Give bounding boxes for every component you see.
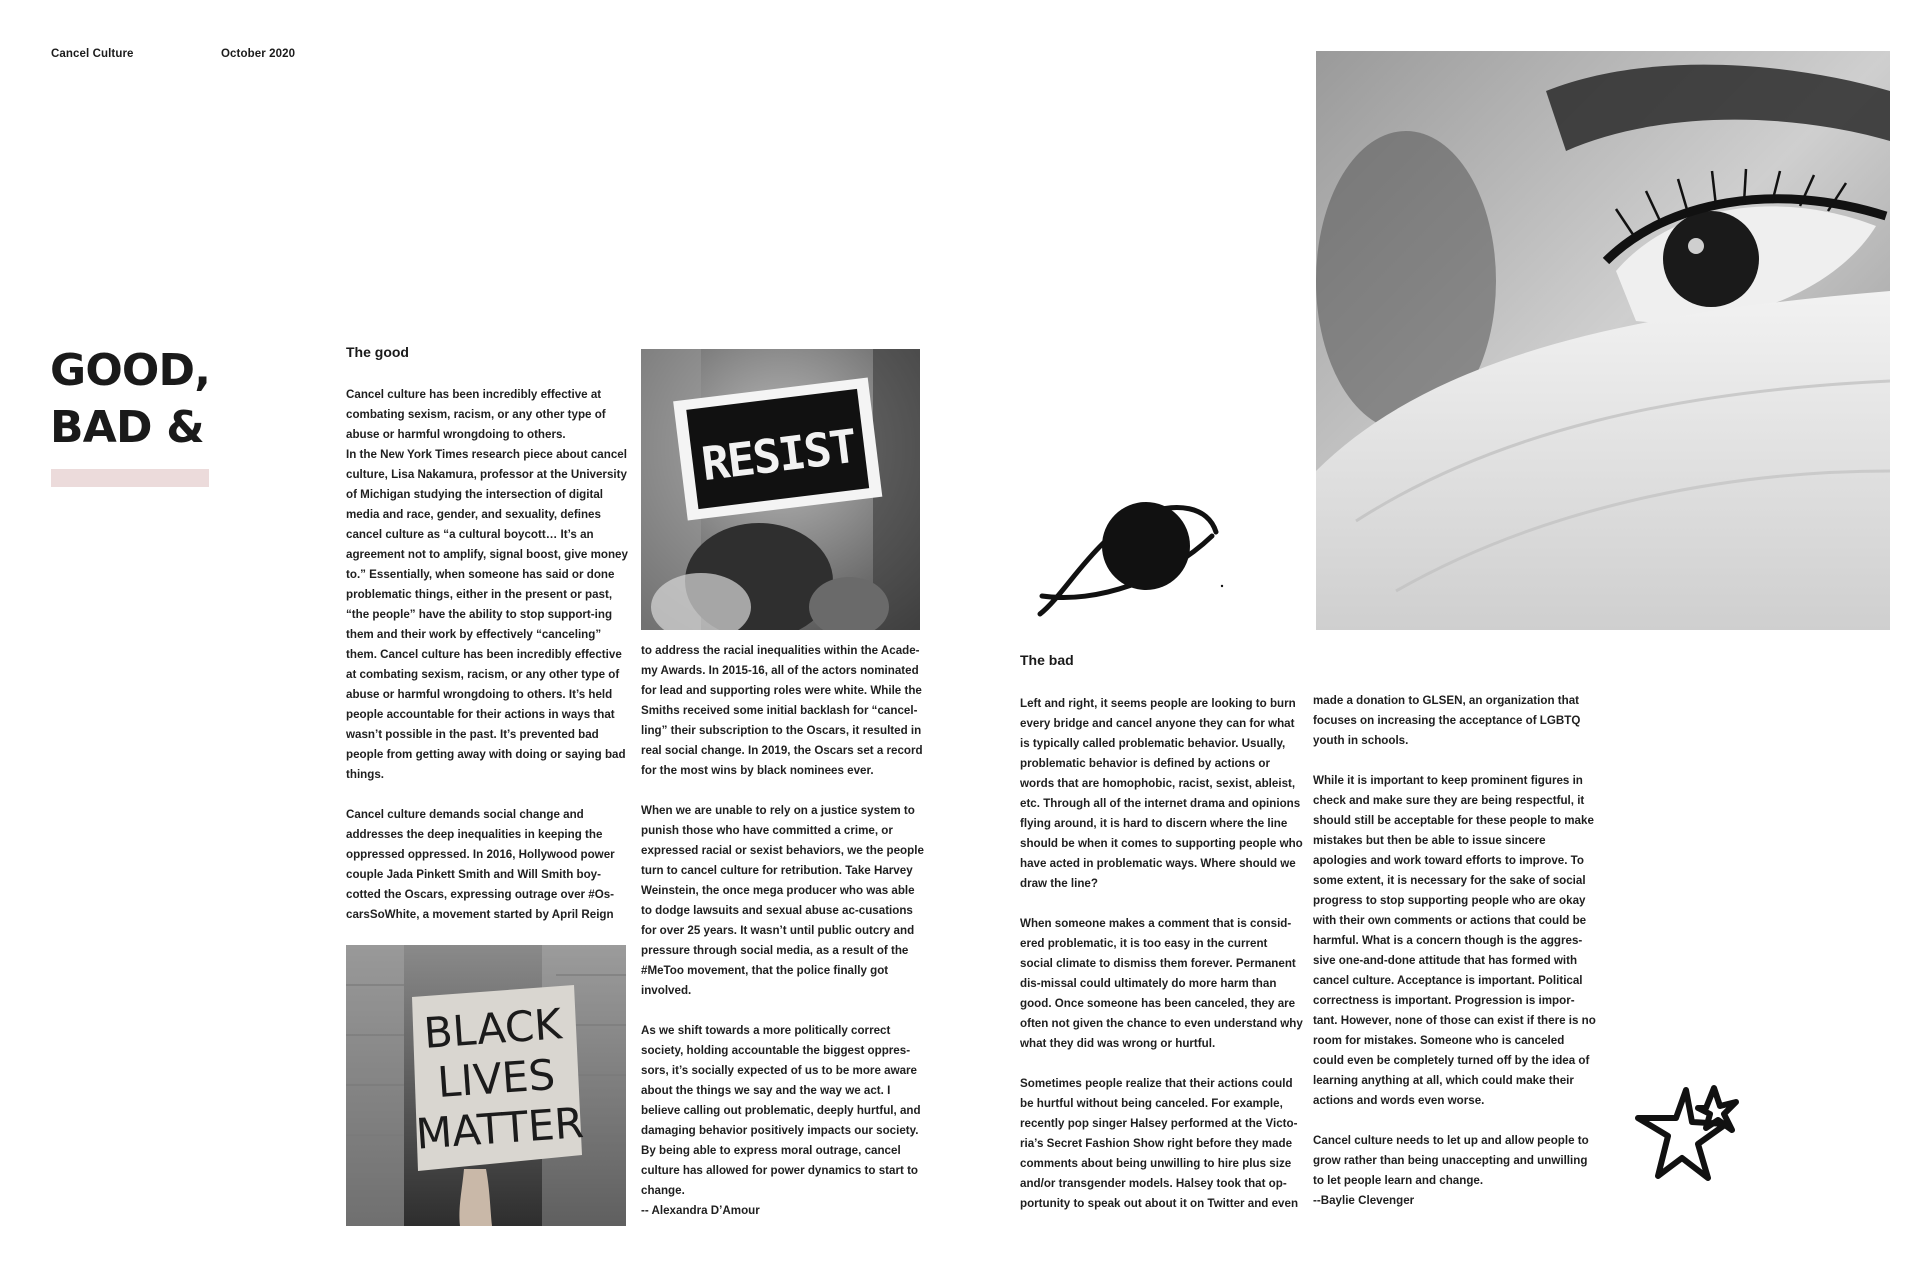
headline bbox=[50, 342, 210, 456]
good-column-2 bbox=[641, 641, 924, 1221]
paragraph: While it is important to keep prominent figures in check and make sure they are being respectful, it should still be acceptable for these people to make mistakes but then be able to issue sincere apologies and work toward efforts to improve. To some extent, it is necessary for the sake of social progress to stop supporting people who are okay with their own comments or actions that could be harmful. What is a concern though is the aggres-sive one-and-done attitude that has formed with cancel culture. Acceptance is important. Political correctness is important. Progression is impor-tant. However, none of those can exist if there is no room for mistakes. Someone who is canceled could even be completely turned off by the idea of learning anything at all, which could make their actions and words even worse. bbox=[1313, 774, 1596, 1107]
paragraph: When we are unable to rely on a justice system to punish those who have committed a crime, or expressed racial or sexist behaviors, we the people turn to cancel culture for retribution. Take Harvey Weinstein, the once mega producer who was able to dodge lawsuits and sexual abuse ac-cusations for over 25 years. It wasn’t until public outcry and pressure through social media, as a result of the #MeToo movement, that the police finally got involved. bbox=[641, 804, 924, 997]
author-signature: -- Alexandra D’Amour bbox=[641, 1204, 760, 1217]
black-lives-matter-photo bbox=[346, 945, 626, 1226]
paragraph: As we shift towards a more politically correct society, holding accountable the biggest oppres-sors, it’s socially expected of us to be more aware about the things we say and the way we act. I believe calling out problematic, deeply hurtful, and damaging behavior positively impacts our society. By being able to express moral outrage, cancel culture has allowed for power dynamics to start to change. bbox=[641, 1024, 921, 1197]
good-column-1 bbox=[346, 385, 629, 925]
paragraph: Left and right, it seems people are looking to burn every bridge and cancel anyone they can for what is typically called problematic behavior. Usually, problematic behavior is defined by actions or words that are homophobic, racist, sexist, ableist, etc. Through all of the internet drama and opinions flying around, it is hard to discern where the line should be when it comes to supporting people who have acted in problematic ways. Where should we draw the line? bbox=[1020, 697, 1303, 890]
paragraph: When someone makes a comment that is consid-ered problematic, it is too easy in the current social climate to dismiss them forever. Permanent dis-missal could ultimately do more harm than good. Once someone has been canceled, they are often not given the chance to even understand why what they did was wrong or hurtful. bbox=[1020, 917, 1303, 1050]
author-signature: --Baylie Clevenger bbox=[1313, 1194, 1415, 1207]
paragraph: Sometimes people realize that their actions could be hurtful without being canceled. For example, recently pop singer Halsey performed at the Victo-ria’s Secret Fashion Show right before they made comments about being unwilling to hire plus size and/or transgender models. Halsey took that op-portunity to speak out about it on Twitter and even bbox=[1020, 1077, 1299, 1210]
bad-column-2 bbox=[1313, 691, 1596, 1211]
blm-sign-line: LIVES bbox=[435, 1049, 557, 1108]
good-section-title: The good bbox=[346, 344, 409, 360]
resist-sign-text: RESIST bbox=[698, 418, 859, 492]
section-label: Cancel Culture bbox=[51, 48, 134, 60]
paragraph: made a donation to GLSEN, an organization that focuses on increasing the acceptance of LGBTQ youth in schools. bbox=[1313, 694, 1581, 747]
paragraph: Cancel culture has been incredibly effective at combating sexism, racism, or any other type of abuse or harmful wrongdoing to others. bbox=[346, 388, 606, 441]
eye-doodle-icon bbox=[1036, 494, 1224, 618]
paragraph: In the New York Times research piece about cancel culture, Lisa Nakamura, professor at the University of Michigan studying the intersection of digital media and race, gender, and sexuality, defines cancel culture as “a cultural boycott… It’s an agreement not to amplify, signal boost, give money to.” Essentially, when someone has said or done problematic things, either in the present or past, “the people” have the ability to stop support-ing them and their work by effectively “canceling” them. Cancel culture has been incredibly effective at combating sexism, racism, or any other type of abuse or harmful wrongdoing to others. It’s held people accountable for their actions in ways that wasn’t possible in the past. It’s prevented bad people from getting away with doing or saying bad things. bbox=[346, 448, 628, 781]
paragraph: to address the racial inequalities within the Acade-my Awards. In 2015-16, all of the actors nominated for lead and supporting roles were white. While the Smiths received some initial backlash for “cancel-ling” their subscription to the Oscars, it resulted in real social change. In 2019, the Oscars set a record for the most wins by black nominees ever. bbox=[641, 644, 923, 777]
bad-section-title: The bad bbox=[1020, 652, 1074, 668]
headline-line-2: BAD & bbox=[50, 402, 204, 453]
stars-doodle-icon bbox=[1628, 1072, 1744, 1186]
issue-date: October 2020 bbox=[221, 48, 296, 60]
blm-sign-line: MATTER bbox=[414, 1098, 586, 1159]
resist-protest-photo bbox=[641, 349, 920, 630]
bad-column-1 bbox=[1020, 694, 1303, 1214]
accent-bar bbox=[51, 469, 209, 487]
paragraph: Cancel culture needs to let up and allow people to grow rather than being unaccepting and unwilling to let people learn and change. bbox=[1313, 1134, 1589, 1187]
headline-line-1: GOOD, bbox=[50, 345, 211, 396]
blm-sign-line: BLACK bbox=[422, 999, 564, 1058]
covered-face-eye-photo bbox=[1316, 51, 1890, 630]
paragraph: Cancel culture demands social change and addresses the deep inequalities in keeping the oppressed oppressed. In 2016, Hollywood power couple Jada Pinkett Smith and Will Smith boy-cotted the Oscars, expressing outrage over #Os-carsSoWhite, a movement started by April Reign bbox=[346, 808, 615, 921]
